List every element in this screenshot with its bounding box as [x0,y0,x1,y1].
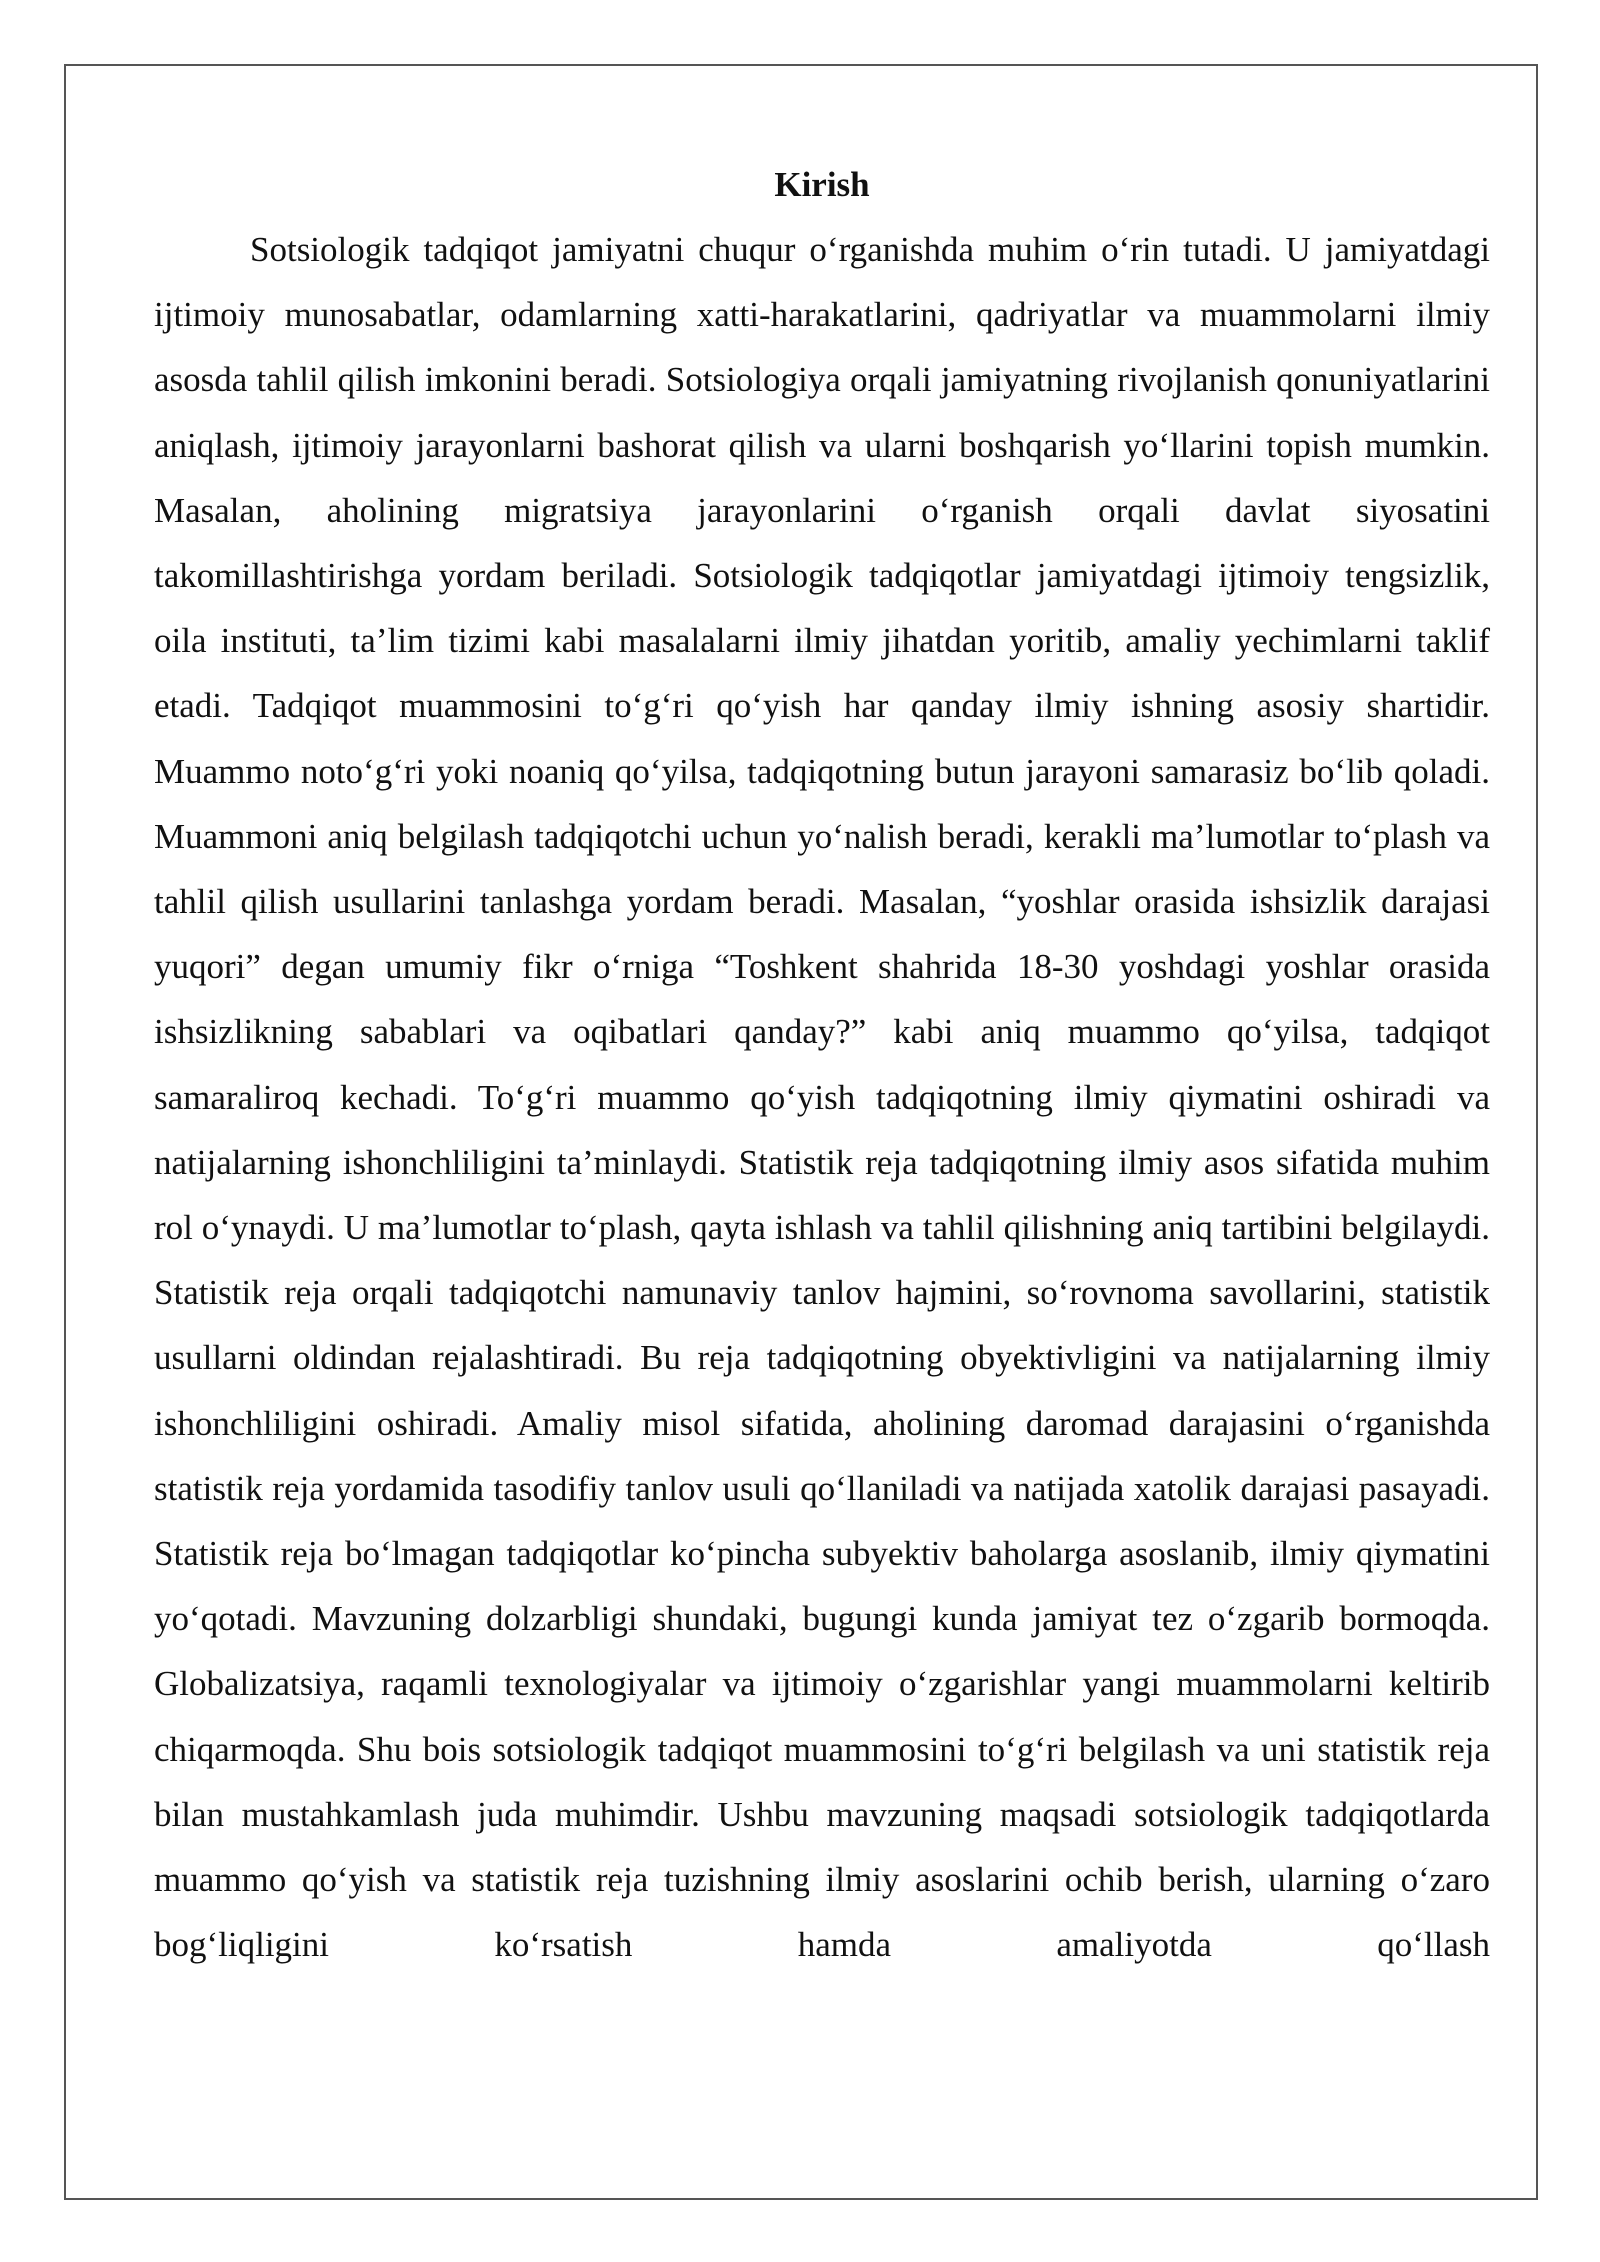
page-title: Kirish [774,165,870,204]
body-paragraph: Sotsiologik tadqiqot jamiyatni chuqur o‘rganishda muhim o‘rin tutadi. U jamiyatdagi ijtimoiy munosabatlar, odamlarning xatti-harakatlarini, qadriyatlar va muammolarni ilmiy asosda tahlil qilish imkonini beradi. Sotsiologiya orqali jamiyatning rivojlanish qonuniyatlarini aniqlash, ijtimoiy jarayonlarni bashorat qilish va ularni boshqarish yo‘llarini topish mumkin. Masalan, aholining migratsiya jarayonlarini o‘rganish orqali davlat siyosatini takomillashtirishga yordam beriladi. Sotsiologik tadqiqotlar jamiyatdagi ijtimoiy tengsizlik, oila instituti, ta’lim tizimi kabi masalalarni ilmiy jihatdan yoritib, amaliy yechimlarni taklif etadi. Tadqiqot muammosini to‘g‘ri qo‘yish har qanday ilmiy ishning asosiy shartidir. Muammo noto‘g‘ri yoki noaniq qo‘yilsa, tadqiqotning butun jarayoni samarasiz bo‘lib qoladi. Muammoni aniq belgilash tadqiqotchi uchun yo‘nalish beradi, kerakli ma’lumotlar to‘plash va tahlil qilish usullarini tanlashga yordam beradi. Masalan, “yoshlar orasida ishsizlik darajasi yuqori” degan umumiy fikr o‘rniga “Toshkent shahrida 18-30 yoshdagi yoshlar orasida ishsizlikning sabablari va oqibatlari qanday?” kabi aniq muammo qo‘yilsa, tadqiqot samaraliroq kechadi. To‘g‘ri muammo qo‘yish tadqiqotning ilmiy qiymatini oshiradi va natijalarning ishonchliligini ta’minlaydi. Statistik reja tadqiqotning ilmiy asos sifatida muhim rol o‘ynaydi. U ma’lumotlar to‘plash, qayta ishlash va tahlil qilishning aniq tartibini belgilaydi. Statistik reja orqali tadqiqotchi namunaviy tanlov hajmini, so‘rovnoma savollarini, statistik usullarni oldindan rejalashtiradi. Bu reja tadqiqotning obyektivligini va natijalarning ilmiy ishonchliligini oshiradi. Amaliy misol sifatida, aholining daromad darajasini o‘rganishda statistik reja yordamida tasodifiy tanlov usuli qo‘llaniladi va natijada xatolik darajasi pasayadi. Statistik reja bo‘lmagan tadqiqotlar ko‘pincha subyektiv baholarga asoslanib, ilmiy qiymatini yo‘qotadi. Mavzuning dolzarbligi shundaki, bugungi kunda jamiyat tez o‘zgarib bormoqda. Globalizatsiya, raqamli texnologiyalar va ijtimoiy o‘zgarishlar yangi muammolarni keltirib chiqarmoqda. Shu bois sotsiologik tadqiqot muammosini to‘g‘ri belgilash va uni statistik reja bilan mustahkamlash juda muhimdir. Ushbu mavzuning maqsadi sotsiologik tadqiqotlarda muammo qo‘yish va statistik reja tuzishning ilmiy asoslarini ochib berish, ularning o‘zaro bog‘liqligini ko‘rsatish hamda amaliyotda qo‘llash [154,230,1490,1965]
page-content [154,152,1490,1977]
document-page [64,64,1538,2200]
